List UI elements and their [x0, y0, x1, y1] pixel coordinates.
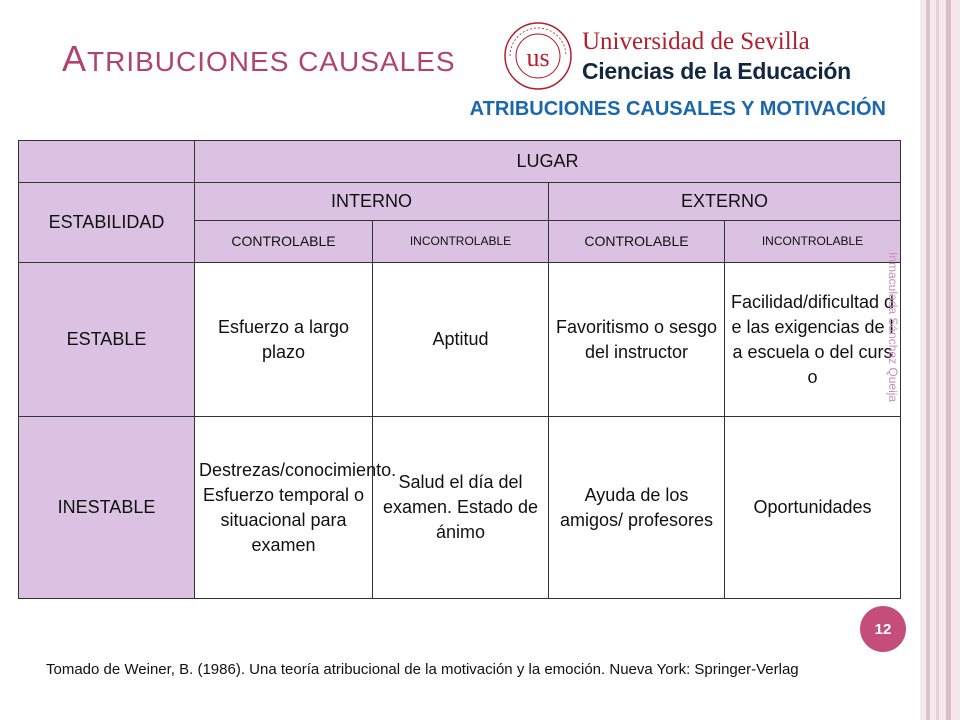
header-lugar: LUGAR: [195, 141, 901, 183]
table-cell: Favoritismo o sesgo del instructor: [549, 263, 725, 417]
vertical-author-text: [886, 252, 906, 462]
sub-header-cell: INCONTROLABLE: [725, 221, 901, 263]
decorative-stripes: [920, 0, 960, 720]
page-number: 12: [874, 620, 892, 638]
corner-cell: [19, 141, 195, 183]
header-interno: INTERNO: [195, 183, 549, 221]
sub-header-cell: CONTROLABLE: [195, 221, 373, 263]
seal-monogram: us: [526, 43, 550, 72]
logo-university-name: Universidad de Sevilla: [582, 28, 810, 55]
page-number-badge: [860, 606, 906, 652]
sub-header-cell: INCONTROLABLE: [373, 221, 549, 263]
sub-header-cell: CONTROLABLE: [549, 221, 725, 263]
header-externo: EXTERNO: [549, 183, 901, 221]
table-cell: Salud el día del examen. Estado de ánimo: [373, 417, 549, 599]
table-cell: Esfuerzo a largo plazo: [195, 263, 373, 417]
table-cell: Destrezas/conocimiento. Esfuerzo temporal o situacional para examen: [195, 417, 373, 599]
table-cell: Ayuda de los amigos/ profesores: [549, 417, 725, 599]
table-cell: Oportunidades: [725, 417, 901, 599]
citation-footer: Tomado de Weiner, B. (1986). Una teoría atribucional de la motivación y la emoción. Nueva York: Springer-Verlag: [46, 661, 799, 678]
slide-title: [62, 38, 456, 80]
table-cell: Aptitud: [373, 263, 549, 417]
slide-subtitle: ATRIBUCIONES CAUSALES Y MOTIVACIÓN: [469, 98, 886, 120]
table-row: [19, 263, 901, 417]
table-cell: Facilidad/dificultad de las exigencias de la escuela o del curso: [725, 263, 901, 417]
title-initial: A: [62, 38, 88, 79]
logo-faculty-name: Ciencias de la Educación: [582, 58, 851, 84]
author-name: Inmaculada Sánchez Queija: [886, 252, 900, 403]
header-estabilidad: ESTABILIDAD: [19, 183, 195, 263]
row-label: ESTABLE: [19, 263, 195, 417]
university-logo: [494, 18, 898, 94]
row-label: INESTABLE: [19, 417, 195, 599]
attribution-table: [18, 140, 901, 599]
title-rest: TRIBUCIONES CAUSALES: [87, 46, 456, 77]
university-seal-icon: [500, 18, 576, 94]
table-row: [19, 417, 901, 599]
